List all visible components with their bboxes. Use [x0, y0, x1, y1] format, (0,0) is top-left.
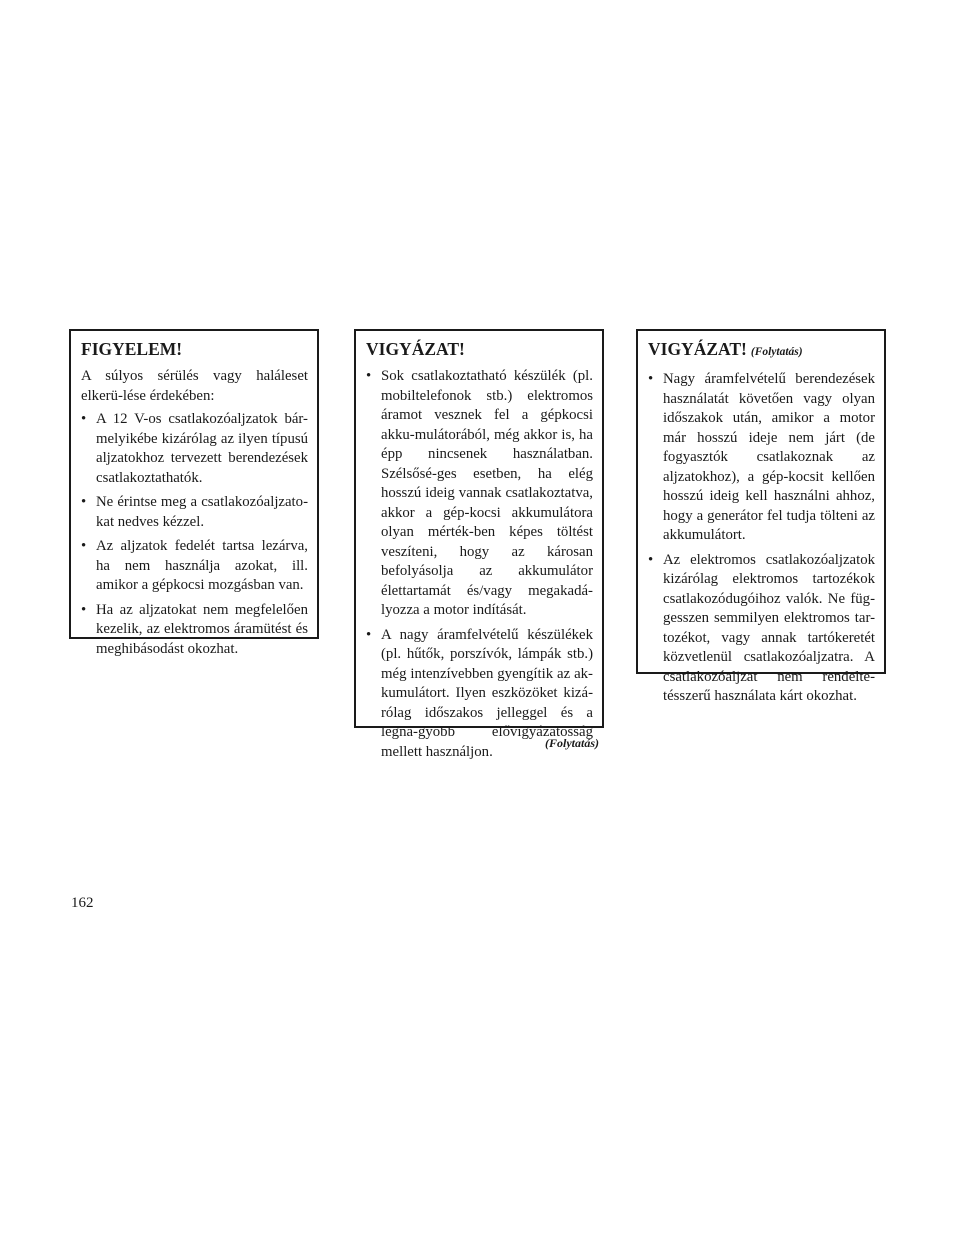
caution-title: VIGYÁZAT! — [366, 339, 465, 359]
warning-intro: A súlyos sérülés vagy haláleset elkerü-lése érdekében: — [81, 368, 308, 404]
warning-bullet: • Az aljzatok fedelét tartsa lezárva, ha nem használja azokat, ill. amikor a gépkocsi mozgásban van. — [81, 537, 308, 596]
caution-continued-box — [636, 329, 886, 704]
caution-continued-suffix: (Folytatás) — [750, 346, 803, 358]
warning-bullet: • A 12 V-os csatlakozóaljzatok bár-melyikébe kizárólag az ilyen típusú aljzatokhoz tervezett berendezések csatlakoztathatók. — [81, 410, 308, 488]
caution-continued-title — [648, 339, 875, 362]
caution-bullet: • Sok csatlakoztatható készülék (pl. mobiltelefonok stb.) elektromos áramot vesznek fel a gépkocsi akku-mulátorából, még akkor is, ha épp nincsenek használatban. Szélsősé-ges esetben, ha elég hosszú ideig vannak csatlakoztatva, akkor a gép-kocsi akkumulátora olyan mérték-ben képes töltést veszíteni, hogy az károsan befolyásolja az akkumulátor élettartamát és/vagy megakadá-lyozza a motor indítását. — [366, 367, 593, 621]
page-number: 162 — [71, 895, 94, 911]
caution-bullet-list — [366, 367, 593, 762]
warning-box — [69, 329, 319, 657]
warning-bullet-list — [81, 410, 308, 659]
warning-title: FIGYELEM! — [81, 339, 183, 359]
warning-bullet: • Ha az aljzatokat nem megfelelően kezelik, az elektromos áramütést és meghibásodást okozhat. — [81, 601, 308, 660]
continued-label: (Folytatás) — [545, 736, 599, 750]
caution-continued-bullet: • Az elektromos csatlakozóaljzatok kizárólag elektromos tartozékok csatlakozódugóihoz valók. Ne füg-gesszen semmilyen elektromos tar-tozékot, vagy annak tartókeretét közvetlenül csatlakozóaljzatra. A csatlakozóaljzat nem rendelte-tésszerű használata kárt okozhat. — [648, 551, 875, 707]
caution-continued-bullet-list — [648, 370, 875, 707]
warning-bullet: • Ne érintse meg a csatlakozóaljzato-kat nedves kézzel. — [81, 493, 308, 532]
caution-bullet: • A nagy áramfelvételű készülékek (pl. hűtők, porszívók, lámpák stb.) még intenzívebben gyengítik az ak-kumulátort. Ilyen eszközöket kizá-rólag időszakos jelleggel és a legna-gyobb elővigyázatosság mellett használjon. — [366, 626, 593, 763]
caution-continued-title-text: VIGYÁZAT! — [648, 339, 747, 359]
caution-continued-bullet: • Nagy áramfelvételű berendezések használatát követően vagy olyan időszakok után, amikor a motor már hosszú ideje nem járt (de fogyasztók csatlakoznak az aljzatokhoz), a gép-kocsit kellően hosszú ideig kell használni ahhoz, hogy a generátor fel tudja tölteni az akkumulátort. — [648, 370, 875, 546]
